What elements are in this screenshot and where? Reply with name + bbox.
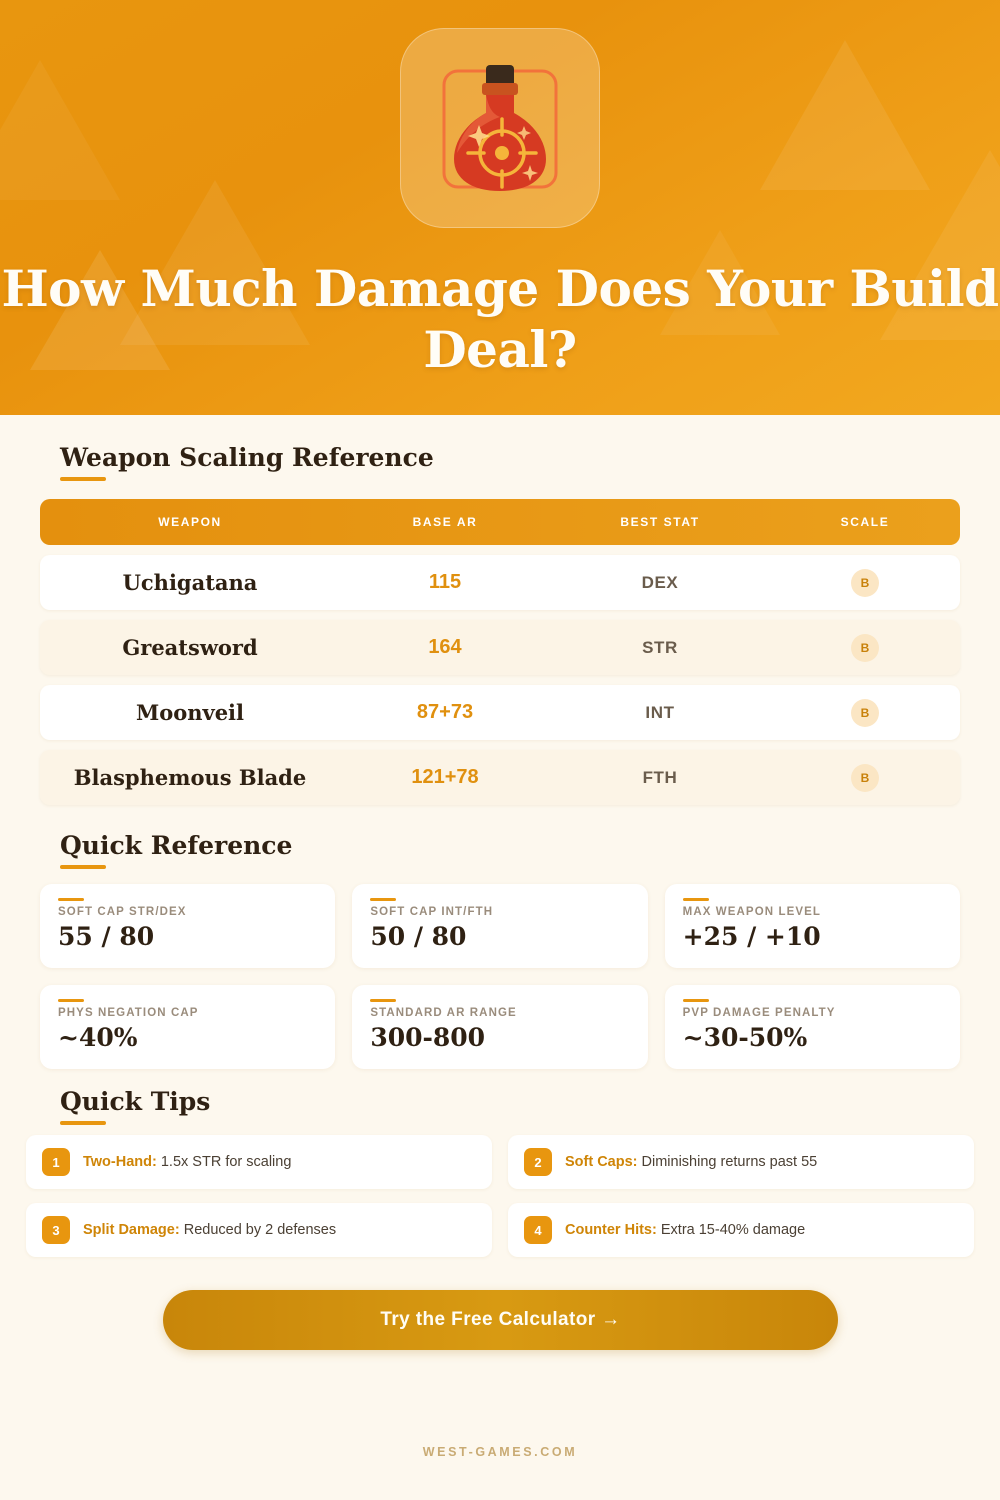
- weapon-base-ar: 115: [428, 571, 462, 593]
- card-value: ~40%: [58, 1023, 138, 1052]
- quick-tips-grid: [26, 1135, 974, 1257]
- tip-text: [565, 1154, 817, 1170]
- decorative-triangle: [0, 60, 120, 200]
- card-value: 55 / 80: [58, 922, 155, 951]
- tip-text: [83, 1222, 336, 1238]
- page-title: How Much Damage Does Your Build Deal?: [1, 259, 999, 379]
- weapon-name: Moonveil: [135, 700, 245, 725]
- weapon-best-stat: INT: [645, 702, 675, 722]
- potion-flask-icon: [418, 47, 582, 211]
- card-value: ~30-50%: [682, 1023, 808, 1052]
- card-value: +25 / +10: [682, 922, 821, 951]
- column-header-base-ar: BASE AR: [412, 515, 478, 529]
- table-row: [40, 685, 960, 740]
- tip-body: Diminishing returns past 55: [637, 1154, 818, 1170]
- tip-title: Soft Caps:: [565, 1154, 638, 1170]
- weapon-base-ar: 164: [428, 636, 462, 658]
- weapon-name: Blasphemous Blade: [73, 765, 307, 790]
- card-label: SOFT CAP INT/FTH: [370, 906, 494, 918]
- tip-number: 4: [524, 1216, 552, 1244]
- card-value: 50 / 80: [370, 922, 467, 951]
- column-header-scale: SCALE: [840, 515, 890, 529]
- card-label: PVP DAMAGE PENALTY: [682, 1007, 836, 1019]
- weapon-scale-cell: [770, 764, 960, 792]
- card-value: 300-800: [370, 1023, 486, 1052]
- weapon-scaling-table: [40, 499, 960, 805]
- quick-reference-card: [665, 985, 960, 1069]
- weapon-section-heading: Weapon Scaling Reference: [60, 443, 434, 472]
- status-badge: B: [851, 634, 879, 662]
- column-header-best-stat: BEST STAT: [620, 515, 700, 529]
- quick-reference-grid: [40, 884, 960, 1069]
- tip-body: Extra 15-40% damage: [656, 1222, 806, 1238]
- column-header-weapon: WEAPON: [158, 515, 222, 529]
- weapon-best-stat: DEX: [641, 572, 679, 592]
- weapon-scale-cell: [770, 634, 960, 662]
- list-item: [508, 1135, 974, 1189]
- card-label: MAX WEAPON LEVEL: [682, 906, 822, 918]
- quick-reference-card: [40, 985, 335, 1069]
- hero-banner: [0, 0, 1000, 415]
- quick-reference-card: [352, 884, 647, 968]
- weapon-scale-cell: [770, 569, 960, 597]
- tip-title: Split Damage:: [83, 1222, 180, 1238]
- weapon-best-stat: STR: [642, 637, 678, 657]
- list-item: [508, 1203, 974, 1257]
- quick-reference-heading: Quick Reference: [60, 831, 293, 860]
- table-row: [40, 750, 960, 805]
- quick-tips-heading: Quick Tips: [60, 1087, 211, 1116]
- list-item: [26, 1135, 492, 1189]
- tip-text: [565, 1222, 805, 1238]
- status-badge: B: [851, 699, 879, 727]
- status-badge: B: [851, 764, 879, 792]
- table-row: [40, 555, 960, 610]
- quick-reference-card: [352, 985, 647, 1069]
- quick-reference-card: [40, 884, 335, 968]
- status-badge: B: [851, 569, 879, 597]
- weapon-name: Uchigatana: [122, 570, 258, 595]
- weapon-scale-cell: [770, 699, 960, 727]
- tip-title: Two-Hand:: [83, 1154, 157, 1170]
- quick-reference-card: [665, 884, 960, 968]
- weapon-name: Greatsword: [122, 635, 258, 660]
- weapon-base-ar: 87+73: [416, 701, 474, 723]
- card-label: SOFT CAP STR/DEX: [58, 906, 187, 918]
- tip-number: 2: [524, 1148, 552, 1176]
- card-label: STANDARD AR RANGE: [370, 1007, 517, 1019]
- weapon-base-ar: 121+78: [411, 766, 479, 788]
- tip-number: 3: [42, 1216, 70, 1244]
- footer-site-name: WEST-GAMES.COM: [422, 1445, 578, 1459]
- card-label: PHYS NEGATION CAP: [58, 1007, 199, 1019]
- tip-body: 1.5x STR for scaling: [156, 1154, 292, 1170]
- tip-body: Reduced by 2 defenses: [179, 1222, 337, 1238]
- table-row: [40, 620, 960, 675]
- list-item: [26, 1203, 492, 1257]
- weapon-best-stat: FTH: [642, 767, 678, 787]
- table-header-row: [40, 499, 960, 545]
- try-calculator-button[interactable]: Try the Free Calculator →: [163, 1290, 838, 1350]
- app-icon-tile: [400, 28, 600, 228]
- tip-title: Counter Hits:: [565, 1222, 657, 1238]
- tip-number: 1: [42, 1148, 70, 1176]
- tip-text: [83, 1154, 291, 1170]
